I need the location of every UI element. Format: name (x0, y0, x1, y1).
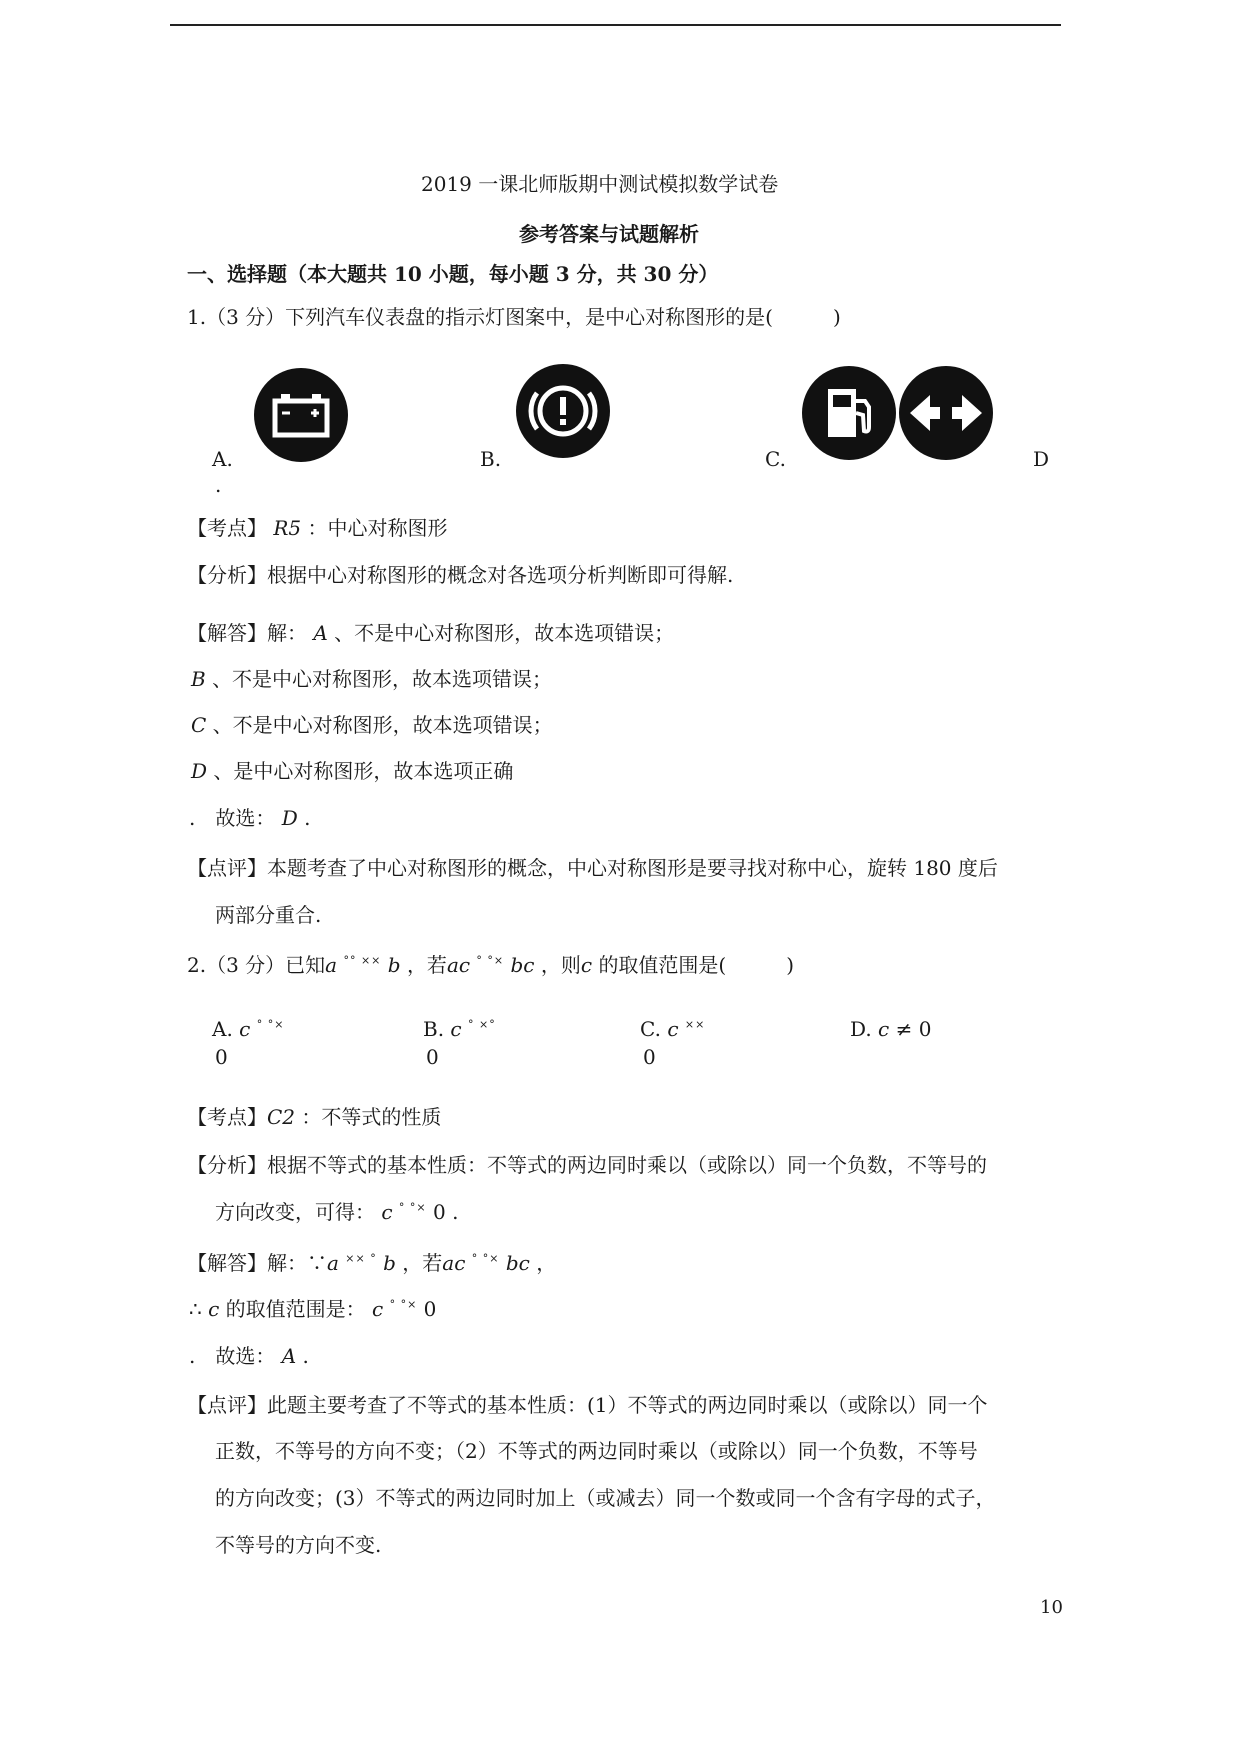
kaodian-tag: 【考点】 (187, 516, 267, 540)
q2-kaodian-code: C2 (267, 1105, 296, 1129)
answer-text-c: 、不是中心对称图形，故本选项错误； (212, 713, 553, 737)
q2-option-d (850, 1017, 931, 1041)
q2-stem-mid2: ，则 (540, 953, 581, 977)
q2-opt-c-label: C. (640, 1017, 661, 1041)
jieda-text-a: 、不是中心对称图形，故本选项错误； (334, 621, 675, 645)
top-rule (170, 24, 1061, 26)
q2-opt-a-sym: ° °× (256, 1018, 285, 1031)
q2-stem-sym1: °° ×× (343, 954, 382, 967)
q2-therefore-c: c (208, 1297, 220, 1321)
q2-therefore-sym: ° °× (389, 1298, 418, 1311)
q2-jieda-pre: 解：∵ (267, 1251, 327, 1275)
q2-jieda-post: ， (536, 1251, 557, 1275)
q2-stem-post: 的取值范围是( ) (598, 953, 795, 977)
dianping-line1: 本题考查了中心对称图形的概念，中心对称图形是要寻找对称中心，旋转 180 度后 (267, 856, 998, 880)
q2-fenxi-text: 根据不等式的基本性质：不等式的两边同时乘以（或除以）同一个负数，不等号的 (267, 1153, 987, 1177)
battery-icon (253, 367, 349, 463)
answer-var-d: D (191, 759, 208, 783)
q2-fenxi-line2-val: 0 . (433, 1200, 459, 1224)
answer-text-d: 、是中心对称图形，故本选项正确 (213, 759, 514, 783)
q2-opt-a-var: c (239, 1017, 251, 1041)
q1-option-b-label: B. (480, 447, 502, 471)
double-arrow-icon (898, 365, 994, 461)
q2-fenxi-tag: 【分析】 (187, 1153, 267, 1177)
q2-jieda-b: b (383, 1251, 396, 1275)
q2-opt-d-var: c (878, 1017, 890, 1041)
q2-dianping-line2: 正数，不等号的方向不变；（2）不等式的两边同时乘以（或除以）同一个负数，不等号 (215, 1439, 978, 1463)
q2-jieda-bc: bc (505, 1251, 530, 1275)
q2-dianping-line3: 的方向改变；(3）不等式的两边同时加上（或减去）同一个数或同一个含有字母的式子， (215, 1486, 996, 1510)
jieda-var-a: A (313, 621, 328, 645)
q2-dianping-line1: 此题主要考查了不等式的基本性质：(1）不等式的两边同时乘以（或除以）同一个 (267, 1393, 988, 1417)
q2-opt-d-val: 0 (918, 1017, 932, 1041)
q2-therefore-var: c (372, 1297, 384, 1321)
q2-kaodian-text: ：不等式的性质 (301, 1105, 442, 1129)
q2-jieda-tag: 【解答】 (187, 1251, 267, 1275)
q2-stem-a: a (325, 953, 338, 977)
q2-opt-c-val: 0 (643, 1045, 656, 1069)
q2-gu-pre: . 故选： (189, 1344, 276, 1368)
q2-option-a (212, 1017, 284, 1041)
answer-var-c: C (191, 713, 207, 737)
q2-opt-a-val: 0 (215, 1045, 228, 1069)
jieda-tag: 【解答】 (187, 621, 267, 645)
q1-option-c-label: C. (765, 447, 786, 471)
q2-gu-var: A (281, 1344, 297, 1368)
q2-stem-b: b (387, 953, 401, 977)
q2-stem-ac: ac (446, 953, 471, 977)
jieda-pre: 解： (267, 621, 307, 645)
section-heading: 一、选择题（本大题共 10 小题，每小题 3 分，共 30 分） (187, 262, 719, 286)
q1-option-a-label: A. (212, 447, 233, 471)
q2-therefore-text: 的取值范围是： (225, 1297, 366, 1321)
q2-jieda-sym1: ×× ° (345, 1252, 377, 1265)
q2-jieda-ac: ac (442, 1251, 466, 1275)
q2-opt-c-var: c (667, 1017, 679, 1041)
answer-text-b: 、不是中心对称图形，故本选项错误； (212, 667, 553, 691)
q2-opt-b-label: B. (423, 1017, 445, 1041)
q2-stem-c: c (580, 953, 593, 977)
dianping-tag: 【点评】 (187, 856, 267, 880)
q2-opt-a-label: A. (212, 1017, 233, 1041)
q2-opt-c-sym: ×× (684, 1018, 706, 1031)
brake-warning-icon (515, 363, 611, 459)
page-subtitle: 参考答案与试题解析 (519, 222, 699, 246)
q2-therefore-val: 0 (423, 1297, 437, 1321)
q2-fenxi-line2-var: c (381, 1200, 393, 1224)
q2-option-b (423, 1017, 496, 1041)
q2-fenxi-line2-pre: 方向改变，可得： (215, 1200, 375, 1224)
fenxi-text: 根据中心对称图形的概念对各选项分析判断即可得解. (267, 563, 734, 587)
q2-opt-b-var: c (450, 1017, 462, 1041)
question-2-stem (187, 953, 794, 977)
q2-opt-d-label: D. (850, 1017, 872, 1041)
q2-stem-mid: ，若 (406, 953, 447, 977)
fenxi-tag: 【分析】 (187, 563, 267, 587)
q2-gu-post: . (302, 1344, 309, 1368)
q2-fenxi-line2-sym: ° °× (398, 1201, 427, 1214)
page-number: 10 (1040, 1597, 1063, 1618)
q1-option-d-label: D (1033, 447, 1050, 471)
q1-gu-pre: . 故选： (189, 806, 276, 830)
page-title: 2019 一课北师版期中测试模拟数学试卷 (421, 172, 779, 196)
q2-option-c (640, 1017, 705, 1041)
fuel-pump-icon (801, 365, 897, 461)
q2-therefore-pre: ∴ (189, 1297, 202, 1321)
q2-jieda-mid: ，若 (402, 1251, 443, 1275)
q2-stem-bc: bc (510, 953, 535, 977)
q2-stem-pre: 2.（3 分）已知 (187, 953, 326, 977)
q1-gu-post: . (304, 806, 311, 830)
q1-option-d-dot: . (215, 473, 222, 497)
dianping-line2: 两部分重合. (215, 903, 322, 927)
q2-dianping-tag: 【点评】 (187, 1393, 267, 1417)
q2-jieda-sym2: ° °× (471, 1252, 500, 1265)
q2-dianping-line4: 不等号的方向不变. (215, 1533, 382, 1557)
q2-stem-sym2: ° °× (476, 954, 505, 967)
kaodian-text: ：中心对称图形 (307, 516, 448, 540)
kaodian-code: R5 (273, 516, 302, 540)
answer-var-b: B (191, 667, 206, 691)
q1-gu-var: D (281, 806, 298, 830)
q2-opt-d-sym: ≠ (895, 1017, 913, 1041)
question-1-stem: 1.（3 分）下列汽车仪表盘的指示灯图案中，是中心对称图形的是( ) (187, 305, 841, 329)
q2-opt-b-val: 0 (426, 1045, 439, 1069)
q2-kaodian-tag: 【考点】 (187, 1105, 267, 1129)
q2-jieda-a: a (327, 1251, 339, 1275)
q2-opt-b-sym: ° ×° (467, 1018, 496, 1031)
